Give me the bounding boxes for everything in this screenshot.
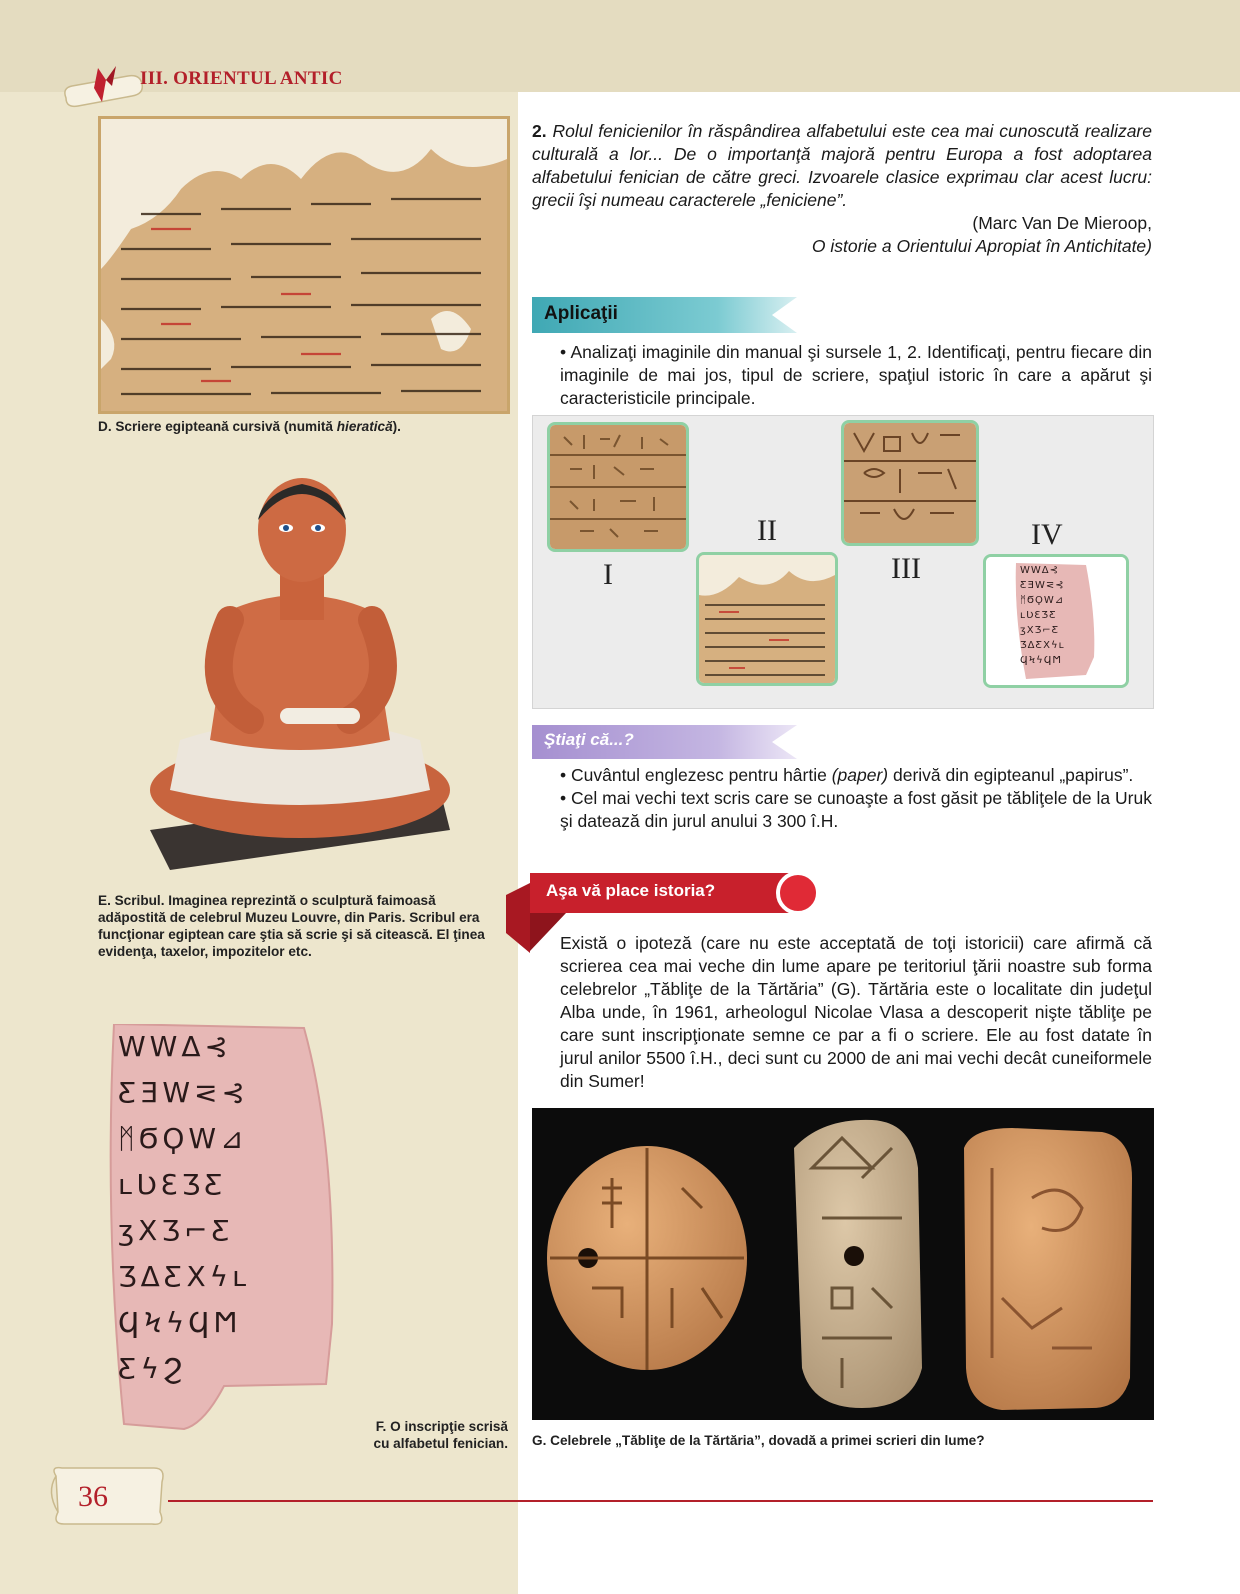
aplicatii-text: • Analizaţi imaginile din manual şi sursele 1, 2. Identificaţi, pentru fiecare din imaginile de mai jos, tipul de scriere, spaţiul istoric în care a apărut şi caracteristicile principale. (560, 342, 1152, 408)
chapter-title: III. ORIENTUL ANTIC (140, 68, 343, 89)
scribe-statue-image (140, 470, 460, 870)
hieroglyph-thumbnail (841, 420, 979, 546)
page-number-scroll-icon (44, 1462, 172, 1532)
inscription-row: ƸƎW⋜⊰ (118, 1076, 249, 1109)
inscription-row: ᛗϬϘW⊿ (118, 1122, 248, 1155)
phoenician-thumbnail-rows: WWΔ⊰ ƸƎW⋜⊰ ᛗϬϘW⊿ ʟƲƐƷƸ ʒXƷ⌐Ƹ ƷΔƸXϟʟ ϤϞϟϤϺ (1020, 565, 1065, 666)
phoenician-rows (118, 1024, 328, 1392)
quote-source: O istorie a Orientului Apropiat în Antichitate) (811, 236, 1152, 256)
stiati-title: Ştiaţi că...? (544, 730, 634, 749)
inscription-row: ƷΔƸXϟʟ (118, 1260, 251, 1293)
inscription-row: ʒXƷ⌐Ƹ (118, 1214, 235, 1247)
tartaria-tablets-image (532, 1108, 1154, 1420)
hieratic-thumbnail (696, 552, 838, 686)
figure-e-caption: E. Scribul. Imaginea reprezintă o sculptură faimoasă adăpostită de celebrul Muzeu Louvre, din Paris. Scribul era funcţionar egiptean care ştia să scrie şi să citească. El ţinea evidenţa, taxelor, impozitelor etc. (98, 893, 485, 959)
phoenician-inscription-image (104, 1024, 336, 1444)
inscription-row: ϤϞϟϤϺ (118, 1306, 242, 1339)
label-i: I (603, 558, 613, 591)
page-number: 36 (78, 1480, 108, 1513)
aplicatii-title: Aplicaţii (544, 303, 618, 324)
inscription-row: ʟƲƐƷƸ (118, 1168, 227, 1201)
label-iv: IV (1031, 518, 1063, 551)
scroll-icon (58, 58, 148, 120)
inscription-row: ƸϟϨ (118, 1352, 187, 1385)
asa-title: Aşa vă place istoria? (546, 881, 716, 900)
footer-divider (168, 1500, 1153, 1502)
asa-text: Există o ipoteză (care nu este acceptată de toţi istoricii) care afirmă că scrierea cea mai veche din lume apare pe teritoriul ţării noastre sub forma celebrelor „Tăbliţe de la Tărtăria” (G). Tărtăria este o localitate din judeţul Alba unde, în 1961, arheologul Nicolae Vlasa a descoperit nişte tăbliţe pe care sunt inscripţionate semne ce par a fi o scriere. Ele au fost datate în jurul anilor 5500 î.H., deci sunt cu 2000 de ani mai vechi decât cuneiformele din Sumer! (560, 933, 1152, 1091)
label-ii: II (757, 514, 777, 547)
label-iii: III (891, 552, 921, 585)
figure-g-caption: G. Celebrele „Tăbliţe de la Tărtăria”, dovadă a primei scrieri din lume? (532, 1433, 985, 1448)
inscription-row: WWΔ⊰ (118, 1030, 232, 1063)
figure-d-caption: D. Scriere egipteană cursivă (numită hieratică). (98, 419, 401, 434)
stiati-text: • Cuvântul englezesc pentru hârtie (paper) derivă din egipteanul „papirus”. • Cel mai vechi text scris care se cunoaşte a fost găsit pe tăbliţele de la Uruk şi datează din jurul anului 3 300 î.H. (560, 765, 1152, 831)
source-quote-2: 2. Rolul fenicienilor în răspândirea alfabetului este cea mai cunoscută realizare culturală a lor... De o importanţă majoră pentru Europa a fost adoptarea alfabetului fenician de către greci. Izvoarele clasice exprimau clar acest lucru: grecii îşi numeau caracterele „feniciene”. (Marc Van De Mieroop, O istorie a Orientului Apropiat în Antichitate) (532, 121, 1152, 256)
phoenician-thumbnail (983, 554, 1129, 688)
papyrus-image (98, 116, 510, 414)
cuneiform-thumbnail (547, 422, 689, 552)
quote-author: (Marc Van De Mieroop, (972, 213, 1152, 233)
writing-samples-gallery (532, 415, 1154, 709)
figure-f-caption: F. O inscripţie scrisă cu alfabetul fenician. (373, 1419, 508, 1451)
